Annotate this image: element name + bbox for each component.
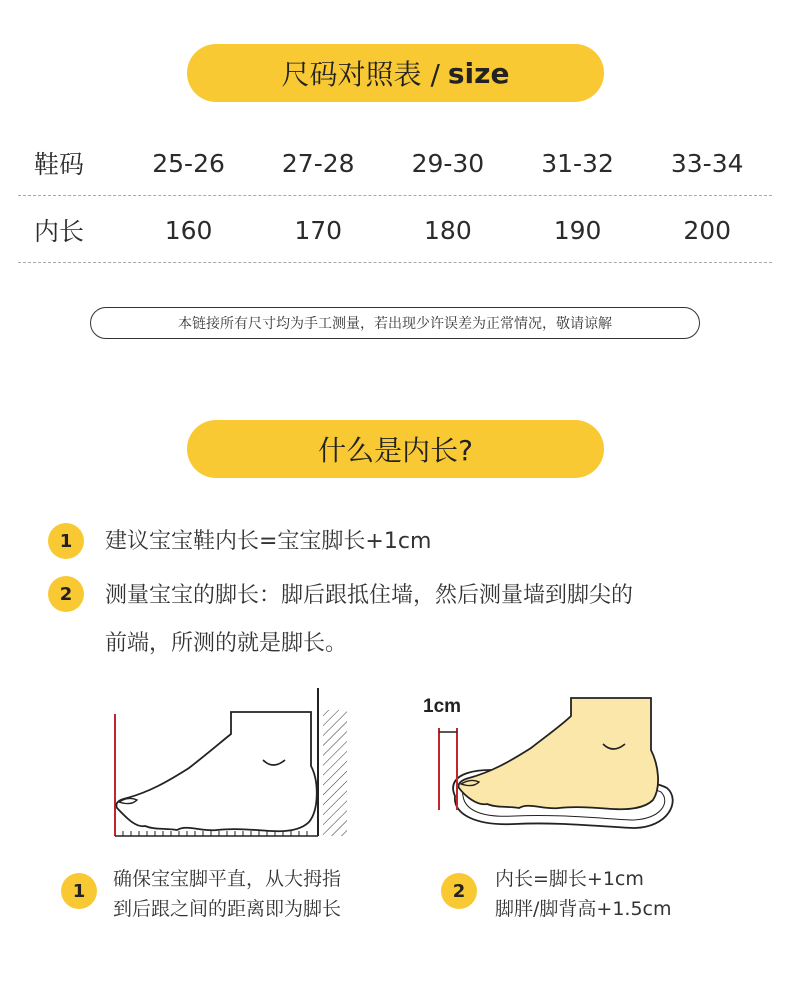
size-cell: 27-28 (281, 148, 355, 178)
illustration-2-caption-line-1: 内长=脚长+1cm (495, 868, 644, 890)
foot-on-insole-illustration (415, 688, 685, 838)
illustration-1-caption (113, 864, 341, 924)
length-row (18, 197, 772, 263)
foot-against-wall-illustration (105, 686, 365, 846)
length-cell: 190 (553, 215, 602, 245)
illustration-1-caption-line-1: 确保宝宝脚平直，从大拇指 (113, 868, 342, 890)
ankle-bone (263, 760, 285, 765)
one-cm-label: 1cm (423, 696, 462, 717)
step-badge-1: 1 (48, 523, 84, 559)
step-badge-2: 2 (48, 576, 84, 612)
size-chart-title-size: size (447, 56, 510, 90)
size-cell: 25-26 (152, 148, 225, 178)
inner-length-title-pill (187, 420, 604, 478)
size-cell: 29-30 (411, 148, 485, 178)
size-row (18, 130, 772, 196)
illustration-2-caption (495, 864, 672, 924)
size-chart-title-pill (187, 44, 604, 102)
size-cell: 31-32 (541, 148, 614, 178)
size-cell: 33-34 (670, 148, 744, 178)
measurement-note: 本链接所有尺寸均为手工测量，若出现少许误差为正常情况，敬请谅解 (90, 307, 700, 339)
inner-length-title: 什么是内长? (318, 434, 473, 467)
step-2-line-1: 测量宝宝的脚长：脚后跟抵住墙，然后测量墙到脚尖的 (105, 583, 634, 608)
length-cell: 170 (294, 215, 343, 245)
row-divider (18, 195, 772, 196)
size-chart-title: 尺码对照表 / (281, 58, 440, 91)
foot-filled (458, 698, 658, 809)
wall-hatching (323, 710, 347, 836)
length-cell: 200 (683, 215, 732, 245)
length-row-label: 内长 (34, 217, 85, 246)
foot-outline (116, 712, 316, 831)
length-cell: 180 (424, 215, 472, 245)
step-2-line-2: 前端，所测的就是脚长。 (105, 631, 348, 656)
size-row-label: 鞋码 (34, 150, 85, 179)
step-2-text (105, 572, 633, 668)
illustration-badge-2: 2 (441, 873, 477, 909)
length-cell: 160 (164, 215, 213, 245)
illustration-1-caption-line-2: 到后跟之间的距离即为脚长 (113, 898, 342, 920)
illustration-2-caption-line-2: 脚胖/脚背高+1.5cm (495, 898, 672, 920)
illustration-badge-1: 1 (61, 873, 97, 909)
step-1-text: 建议宝宝鞋内长=宝宝脚长+1cm (105, 529, 432, 554)
row-divider (18, 262, 772, 263)
